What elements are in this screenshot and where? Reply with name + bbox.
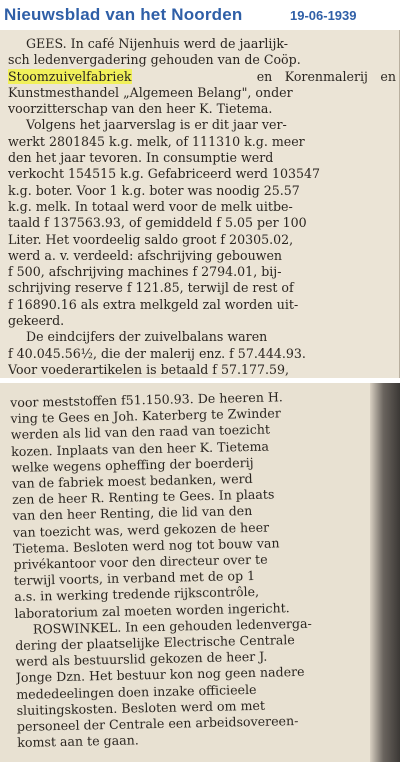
page-header xyxy=(0,0,400,30)
text-line: ROSWINKEL. In een gehouden ledenverga- xyxy=(32,615,312,637)
text-line: Kunstmesthandel „Algemeen Belang", onder xyxy=(8,84,293,100)
text-line: werd als bestuurslid gekozen de heer J. xyxy=(15,648,268,670)
text-line: schrijving reserve f 121.85, terwijl de rest of xyxy=(8,280,294,296)
text-line: ving te Gees en Joh. Katerberg te Zwinder xyxy=(10,405,281,427)
text-line: Tietema. Besloten werd nog tot bouw van xyxy=(13,535,280,556)
text-line: Jonge Dzn. Het bestuur kon nog geen nadere xyxy=(15,664,305,686)
publication-date: 19-06-1939 xyxy=(290,8,357,23)
text-line: f 500, afschrijving machines f 2794.01, bij- xyxy=(8,264,282,280)
text-line: van de fabriek moest bedanken, werd xyxy=(11,470,253,491)
text-line: Volgens het jaarverslag is er dit jaar ver- xyxy=(26,117,287,133)
text-line: terwijl voorts, in verband met de op 1 xyxy=(13,568,256,589)
text-line: f 16890.16 als extra melkgeld zal worden uit- xyxy=(8,296,299,312)
text-line: van den heer Renting, die lid van den xyxy=(12,503,253,524)
text-line: privékantoor voor den directeur over te xyxy=(13,551,268,572)
text-line: dering der plaatselijke Electrische Centrale xyxy=(15,632,295,653)
text-line: werd a. v. verdeeld: afschrijving gebouwen xyxy=(8,247,283,263)
text-line: welke wegens opheffing der boerderij xyxy=(11,454,254,475)
text-line: sluitingskosten. Besloten werd om met xyxy=(16,697,266,718)
text-line: komst aan te gaan. xyxy=(17,732,139,751)
adjacent-page-edge xyxy=(370,383,400,762)
text-line: k.g. melk. In totaal werd voor de melk uitbe- xyxy=(8,198,293,214)
text-line: zen de heer R. Renting te Gees. In plaats xyxy=(12,486,275,508)
text-line: a.s. in werking tredende rijkscontrôle, xyxy=(14,584,260,605)
clipping-bottom xyxy=(0,383,400,762)
text-line: GEES. In café Nijenhuis werd de jaarlijk- xyxy=(26,36,289,51)
text-line: werden als lid van den raad van toezicht xyxy=(10,421,271,443)
text-line: Liter. Het voordeelig saldo groot f 20305.02, xyxy=(8,231,294,247)
text-line: taald f 137563.93, of gemiddeld f 5.05 per 100 xyxy=(8,215,307,231)
text-line: f 40.045.56½, die der malerij enz. f 57.444.93. xyxy=(8,345,306,361)
text-line: Voor voederartikelen is betaald f 57.177.59, xyxy=(8,361,290,377)
article-roswinkel-body xyxy=(10,388,367,752)
text-segment: en Korenmalerij en xyxy=(256,68,396,84)
text-line: De eindcijfers der zuivelbalans waren xyxy=(26,329,268,345)
text-line: den het jaar tevoren. In consumptie werd xyxy=(8,150,274,166)
text-line: laboratorium zal moeten worden ingericht. xyxy=(14,599,290,621)
text-line: van toezicht was, werd gekozen de heer xyxy=(12,519,270,540)
text-line: personeel der Centrale een arbeidsovereen- xyxy=(16,713,299,734)
newspaper-title: Nieuwsblad van het Noorden xyxy=(4,5,243,24)
article-gees-body xyxy=(8,36,396,378)
text-line: sch ledenvergadering gehouden van de Coöp. xyxy=(8,52,301,68)
text-line: gekeerd. xyxy=(8,313,65,329)
text-line: verkocht 154515 k.g. Gefabriceerd werd 103547 xyxy=(8,166,321,182)
text-line: kozen. Inplaats van den heer K. Tietema xyxy=(11,438,270,459)
text-line: werkt 2801845 k.g. melk, of 111310 k.g. meer xyxy=(8,133,305,149)
clipping-top xyxy=(0,30,400,378)
text-line: voor meststoffen f51.150.93. De heeren H. xyxy=(10,389,284,410)
highlighted-term: Stoomzuivelfabriek xyxy=(8,68,132,84)
text-line-highlight xyxy=(8,69,396,85)
text-line: mededeelingen doen inzake officieele xyxy=(16,681,257,702)
text-line: k.g. boter. Voor 1 k.g. boter was noodig 25.57 xyxy=(8,182,300,198)
text-line: voorzitterschap van den heer K. Tietema. xyxy=(8,101,273,117)
